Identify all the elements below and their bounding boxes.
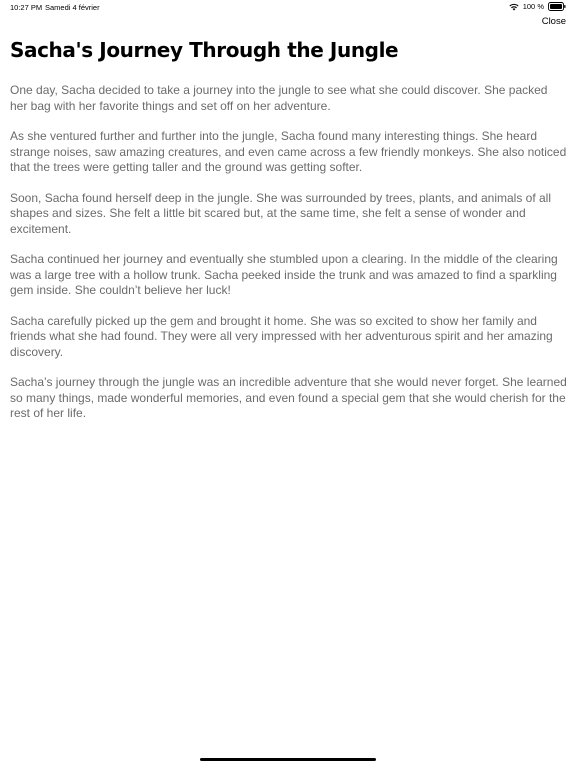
status-date: Samedi 4 février [45,3,100,12]
story-paragraph: Sacha continued her journey and eventually she stumbled upon a clearing. In the middle of the clearing was a large tree with a hollow trunk. Sacha peeked inside the trunk and was amazed to find a sparkling gem inside. She couldn’t believe her luck! [10,252,558,297]
home-indicator[interactable] [200,758,376,761]
battery-percentage: 100 % [522,2,544,11]
close-button[interactable]: Close [541,16,566,27]
battery-icon [548,2,566,11]
wifi-icon [509,3,519,11]
status-time: 10:27 PM [10,3,43,12]
status-bar [0,0,576,14]
story-body [10,83,568,437]
story-paragraph: Sacha’s journey through the jungle was an incredible adventure that she would never forget. She learned so many things, made wonderful memories, and even found a special gem that she would cherish for the rest of her life. [10,375,567,420]
status-indicators [509,2,566,11]
story-paragraph: Soon, Sacha found herself deep in the jungle. She was surrounded by trees, plants, and animals of all shapes and sizes. She felt a little bit scared but, at the same time, she felt a sense of wonder and excitement. [10,190,552,236]
story-paragraph: As she ventured further and further into the jungle, Sacha found many interesting things. She heard strange noises, saw amazing creatures, and even came across a few friendly monkeys. She also noticed that the trees were getting taller and the ground was getting softer. [10,129,567,174]
story-paragraph: One day, Sacha decided to take a journey into the jungle to see what she could discover. She packed her bag with her favorite things and set off on her adventure. [10,83,548,113]
page-title: Sacha's Journey Through the Jungle [10,38,399,62]
story-paragraph: Sacha carefully picked up the gem and brought it home. She was so excited to show her family and friends what she had found. They were all very impressed with her adventurous spirit and her amazing discovery. [10,313,553,359]
